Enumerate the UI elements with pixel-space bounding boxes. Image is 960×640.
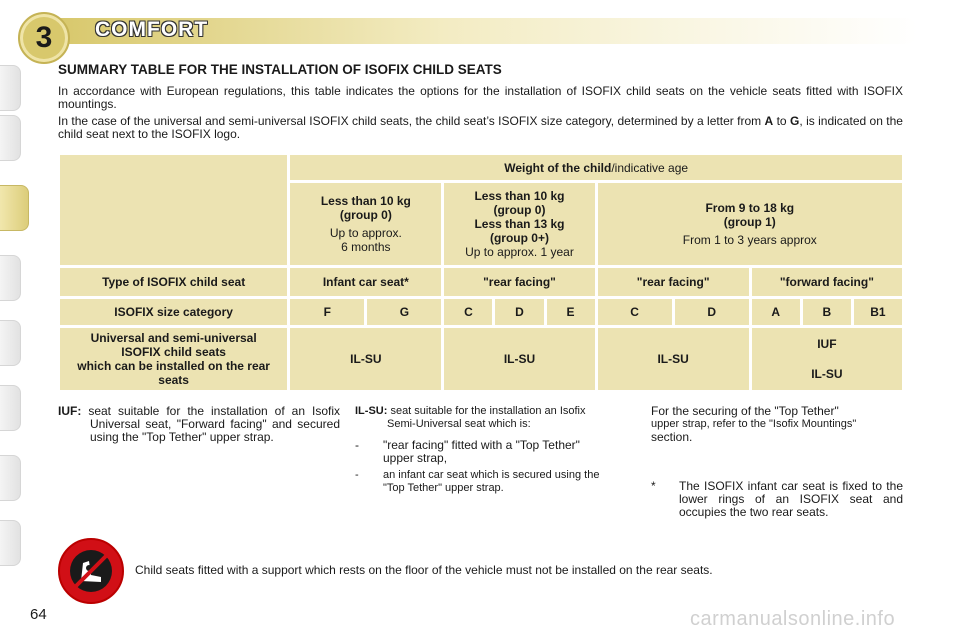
- size-row-label: ISOFIX size category: [60, 299, 287, 325]
- chapter-tab[interactable]: [0, 65, 21, 111]
- watermark: carmanualsonline.info: [690, 608, 896, 630]
- size-cell: E: [547, 299, 595, 325]
- group-0plus-header: Less than 10 kg (group 0) Less than 13 kg (group 0+) Up to approx. 1 year: [444, 183, 594, 265]
- size-cell: F: [290, 299, 364, 325]
- chapter-tab-strip: [0, 55, 30, 585]
- type-cell: "rear facing": [444, 268, 594, 296]
- usage-row-label: Universal and semi-universal ISOFIX child seats which can be installed on the rear seats: [60, 328, 287, 390]
- size-cell: B: [803, 299, 851, 325]
- ilsu-note: IL-SU: seat suitable for the installation an Isofix Semi-Universal seat which is: - "rear facing" fitted with a "Top Tether" upper strap, - an infant car seat which is secured using the "Top Tether" upper strap.: [355, 405, 600, 494]
- table-corner-cell: [60, 155, 287, 265]
- chapter-number-badge: 3: [18, 12, 70, 64]
- size-cell: D: [495, 299, 543, 325]
- chapter-tab[interactable]: [0, 455, 21, 501]
- chapter-tab-active[interactable]: [0, 185, 29, 231]
- size-cell: C: [444, 299, 492, 325]
- chapter-title: COMFORT: [95, 18, 209, 41]
- iuf-note: IUF: seat suitable for the installation of an Isofix Universal seat, "Forward facing" and secured using the "Top Tether" upper strap.: [58, 404, 340, 444]
- size-cell: A: [752, 299, 800, 325]
- chapter-tab[interactable]: [0, 255, 21, 301]
- usage-cell: IL-SU: [598, 328, 749, 390]
- chapter-tab[interactable]: [0, 520, 21, 566]
- type-cell: Infant car seat*: [290, 268, 441, 296]
- child-seat-warning-icon: [58, 538, 124, 604]
- type-cell: "rear facing": [598, 268, 749, 296]
- group-1-header: From 9 to 18 kg (group 1) From 1 to 3 years approx: [598, 183, 902, 265]
- size-cell: B1: [854, 299, 902, 325]
- type-row-label: Type of ISOFIX child seat: [60, 268, 287, 296]
- size-cell: C: [598, 299, 672, 325]
- size-cell: G: [367, 299, 441, 325]
- usage-cell: IL-SU: [290, 328, 441, 390]
- usage-cell: IUF IL-SU: [752, 328, 902, 390]
- intro-paragraph-2: In the case of the universal and semi-universal ISOFIX child seats, the child seat’s ISOFIX size category, determined by a letter from A to G, is indicated on the child seat next to the ISOFIX logo.: [58, 114, 903, 141]
- type-cell: "forward facing": [752, 268, 902, 296]
- usage-cell: IL-SU: [444, 328, 594, 390]
- chapter-tab[interactable]: [0, 115, 21, 161]
- intro-paragraph-1: In accordance with European regulations, this table indicates the options for the installation of ISOFIX child seats on the vehicle seats fitted with ISOFIX mountings.: [58, 84, 903, 111]
- size-cell: D: [675, 299, 749, 325]
- tether-note: For the securing of the "Top Tether" upper strap, refer to the "Isofix Mountings" section. * The ISOFIX infant car seat is fixed to the lower rings of an ISOFIX seat and occupies the two rear seats.: [651, 404, 903, 519]
- chapter-tab[interactable]: [0, 385, 21, 431]
- section-title: SUMMARY TABLE FOR THE INSTALLATION OF ISOFIX CHILD SEATS: [58, 62, 502, 77]
- chapter-tab[interactable]: [0, 320, 21, 366]
- weight-header: Weight of the child/indicative age: [290, 155, 902, 180]
- group-0-header: Less than 10 kg (group 0) Up to approx. 6 months: [290, 183, 441, 265]
- warning-text: Child seats fitted with a support which rests on the floor of the vehicle must not be installed on the rear seats.: [135, 563, 713, 577]
- page-number: 64: [30, 606, 47, 623]
- isofix-summary-table: [57, 152, 905, 393]
